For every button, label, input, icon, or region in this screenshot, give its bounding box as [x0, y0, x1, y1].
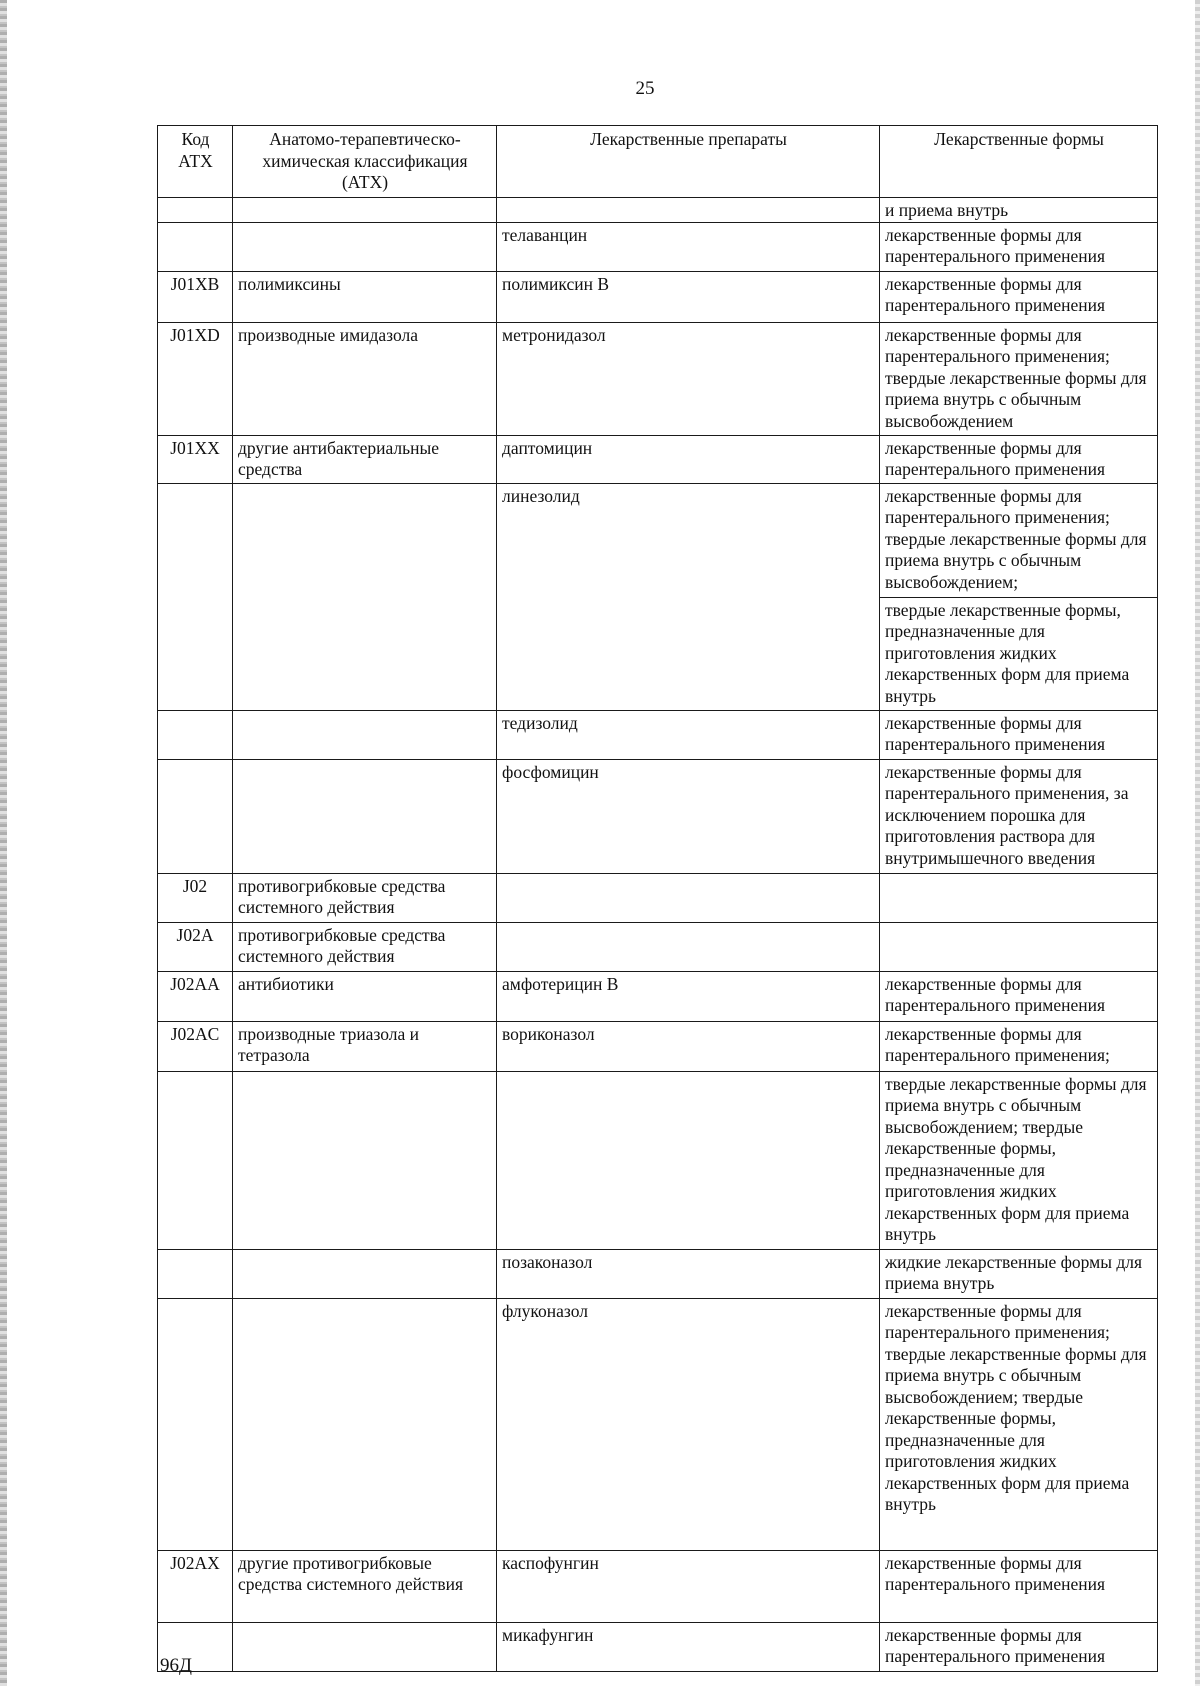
scan-edge-right [1195, 0, 1200, 1686]
table-row [158, 1071, 1158, 1249]
table-row [158, 922, 1158, 971]
drug-name [497, 922, 880, 971]
dosage-forms: лекарственные формы для парентерального применения [880, 222, 1158, 271]
drug-name: каспофунгин [497, 1550, 880, 1622]
atx-classification [233, 483, 497, 710]
atx-classification [233, 1298, 497, 1550]
table-row [158, 198, 1158, 223]
drug-name: тедизолид [497, 710, 880, 759]
header-drugs: Лекарственные препараты [497, 126, 880, 198]
dosage-forms [880, 873, 1158, 922]
drug-name: микафунгин [497, 1622, 880, 1671]
atx-classification [233, 1249, 497, 1298]
dosage-forms: лекарственные формы для парентерального применения; твердые лекарственные формы для приема внутрь с обычным высвобождением; твердые лекарственные формы, предназначенные для приготовления жидких лекарственных форм для приема внутрь [880, 1298, 1158, 1550]
table-row [158, 1298, 1158, 1550]
table-row [158, 873, 1158, 922]
table-row [158, 271, 1158, 322]
table-row [158, 322, 1158, 435]
atx-code [158, 1298, 233, 1550]
dosage-forms: лекарственные формы для парентерального применения [880, 271, 1158, 322]
drug-name: позаконазол [497, 1249, 880, 1298]
atx-classification: производные имидазола [233, 322, 497, 435]
atx-classification: другие антибактериальные средства [233, 435, 497, 483]
drug-name: метронидазол [497, 322, 880, 435]
dosage-forms: твердые лекарственные формы для приема внутрь с обычным высвобождением; твердые лекарственные формы, предназначенные для приготовления жидких лекарственных форм для приема внутрь [880, 1071, 1158, 1249]
table-row [158, 222, 1158, 271]
table-row [158, 710, 1158, 759]
atx-classification: противогрибковые средства системного действия [233, 873, 497, 922]
atx-classification: производные триазола и тетразола [233, 1021, 497, 1071]
atx-classification [233, 222, 497, 271]
atx-classification: другие противогрибковые средства системного действия [233, 1550, 497, 1622]
table-row [158, 1622, 1158, 1671]
atx-code: J02AC [158, 1021, 233, 1071]
table-row [158, 1021, 1158, 1071]
atx-code [158, 759, 233, 873]
table-row [158, 1550, 1158, 1622]
table-row [158, 483, 1158, 597]
atx-code: J02A [158, 922, 233, 971]
dosage-forms: лекарственные формы для парентерального применения [880, 1622, 1158, 1671]
dosage-forms: лекарственные формы для парентерального применения [880, 435, 1158, 483]
drug-name: флуконазол [497, 1298, 880, 1550]
dosage-forms: твердые лекарственные формы, предназначенные для приготовления жидких лекарственных форм для приема внутрь [880, 597, 1158, 710]
document-footer-code: 96Д [160, 1655, 192, 1676]
dosage-forms: лекарственные формы для парентерального применения [880, 1550, 1158, 1622]
atx-classification: антибиотики [233, 971, 497, 1021]
atx-code [158, 483, 233, 710]
dosage-forms: лекарственные формы для парентерального применения; твердые лекарственные формы для приема внутрь с обычным высвобождением; [880, 483, 1158, 597]
drug-name [497, 1071, 880, 1249]
table-row [158, 971, 1158, 1021]
atx-code [158, 1071, 233, 1249]
page-number: 25 [635, 78, 655, 99]
dosage-forms: лекарственные формы для парентерального применения [880, 710, 1158, 759]
atx-code: J02 [158, 873, 233, 922]
drug-name: фосфомицин [497, 759, 880, 873]
dosage-forms: лекарственные формы для парентерального применения, за исключением порошка для приготовления раствора для внутримышечного введения [880, 759, 1158, 873]
atx-drug-table [157, 125, 1158, 1672]
atx-code [158, 710, 233, 759]
atx-code: J02AA [158, 971, 233, 1021]
atx-classification [233, 1071, 497, 1249]
table-row [158, 435, 1158, 483]
dosage-forms: и приема внутрь [880, 198, 1158, 223]
drug-name: полимиксин В [497, 271, 880, 322]
atx-classification [233, 1622, 497, 1671]
drug-name: линезолид [497, 483, 880, 710]
atx-classification: противогрибковые средства системного действия [233, 922, 497, 971]
header-code: Код АТХ [158, 126, 233, 198]
atx-code: J01XB [158, 271, 233, 322]
atx-code: J02AX [158, 1550, 233, 1622]
drug-name [497, 873, 880, 922]
drug-name: вориконазол [497, 1021, 880, 1071]
dosage-forms: лекарственные формы для парентерального применения [880, 971, 1158, 1021]
drug-name [497, 198, 880, 223]
atx-code: J01XX [158, 435, 233, 483]
scan-edge-left [0, 0, 7, 1686]
atx-code: J01XD [158, 322, 233, 435]
dosage-forms: жидкие лекарственные формы для приема внутрь [880, 1249, 1158, 1298]
header-classification: Анатомо-терапевтическо-химическая классификация (АТХ) [233, 126, 497, 198]
table-row [158, 759, 1158, 873]
drug-name: даптомицин [497, 435, 880, 483]
atx-classification [233, 759, 497, 873]
table-header-row [158, 126, 1158, 198]
atx-classification [233, 710, 497, 759]
dosage-forms: лекарственные формы для парентерального применения; твердые лекарственные формы для приема внутрь с обычным высвобождением [880, 322, 1158, 435]
atx-code [158, 198, 233, 223]
drug-name: амфотерицин В [497, 971, 880, 1021]
atx-classification [233, 198, 497, 223]
atx-code [158, 222, 233, 271]
dosage-forms [880, 922, 1158, 971]
table-row [158, 1249, 1158, 1298]
header-forms: Лекарственные формы [880, 126, 1158, 198]
dosage-forms: лекарственные формы для парентерального применения; [880, 1021, 1158, 1071]
drug-name: телаванцин [497, 222, 880, 271]
atx-code [158, 1249, 233, 1298]
atx-classification: полимиксины [233, 271, 497, 322]
